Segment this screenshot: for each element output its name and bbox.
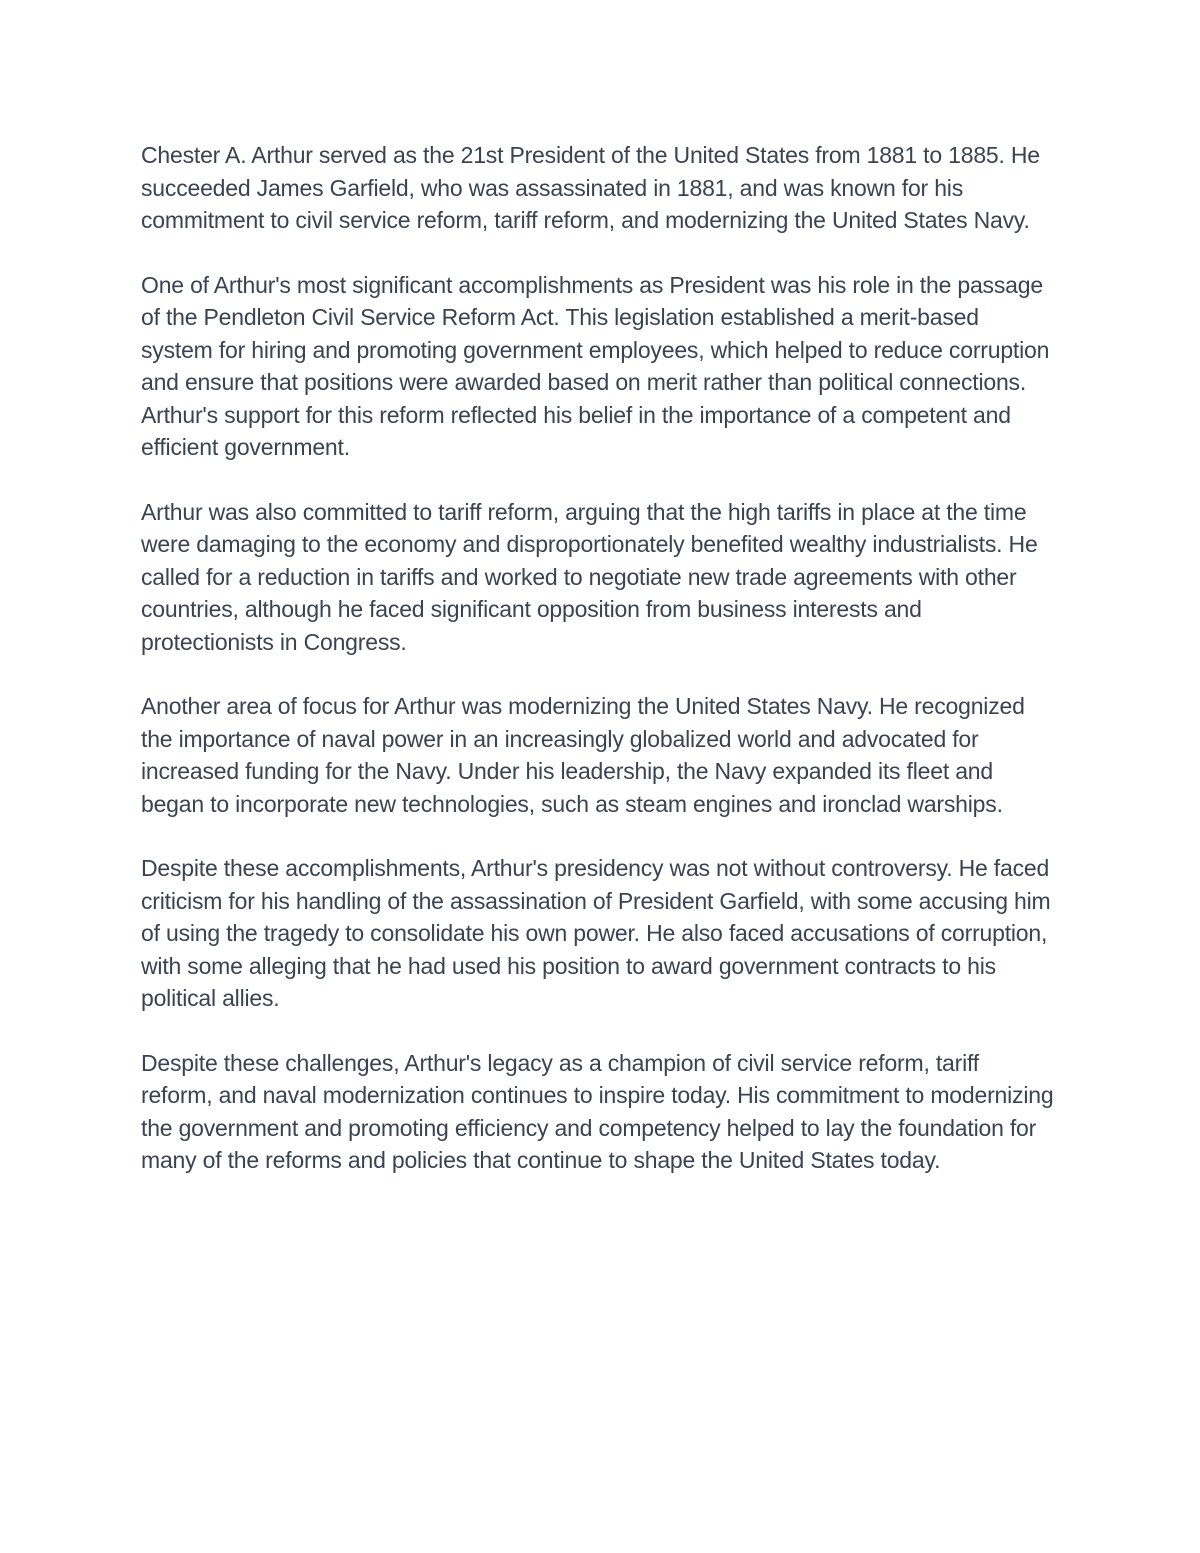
paragraph-controversy: Despite these accomplishments, Arthur's presidency was not without controversy. He faced criticism for his handling of the assassination of President Garfield, with some accusing him of using the tragedy to consolidate his own power. He also faced accusations of corruption, with some alleging that he had used his position to award government contracts to his political allies. (141, 855, 1051, 1011)
document-body (141, 139, 1056, 1177)
paragraph-navy-modernization: Another area of focus for Arthur was modernizing the United States Navy. He recognized the importance of naval power in an increasingly globalized world and advocated for increased funding for the Navy. Under his leadership, the Navy expanded its fleet and began to incorporate new technologies, such as steam engines and ironclad warships. (141, 693, 1025, 817)
paragraph-legacy: Despite these challenges, Arthur's legacy as a champion of civil service reform, tariff reform, and naval modernization continues to inspire today. His commitment to modernizing the government and promoting efficiency and competency helped to lay the foundation for many of the reforms and policies that continue to shape the United States today. (141, 1049, 1054, 1173)
paragraph-tariff-reform: Arthur was also committed to tariff reform, arguing that the high tariffs in place at the time were damaging to the economy and disproportionately benefited wealthy industrialists. He called for a reduction in tariffs and worked to negotiate new trade agreements with other countries, although he faced significant opposition from business interests and protectionists in Congress. (141, 498, 1038, 655)
paragraph-civil-service-reform: One of Arthur's most significant accomplishments as President was his role in the passage of the Pendleton Civil Service Reform Act. This legislation established a merit-based system for hiring and promoting government employees, which helped to reduce corruption and ensure that positions were awarded based on merit rather than political connections. Arthur's support for this reform reflected his belief in the importance of a competent and efficient government. (141, 271, 1050, 460)
paragraph-intro: Chester A. Arthur served as the 21st President of the United States from 1881 to 1885. He succeeded James Garfield, who was assassinated in 1881, and was known for his commitment to civil service reform, tariff reform, and modernizing the United States Navy. (141, 142, 1040, 233)
